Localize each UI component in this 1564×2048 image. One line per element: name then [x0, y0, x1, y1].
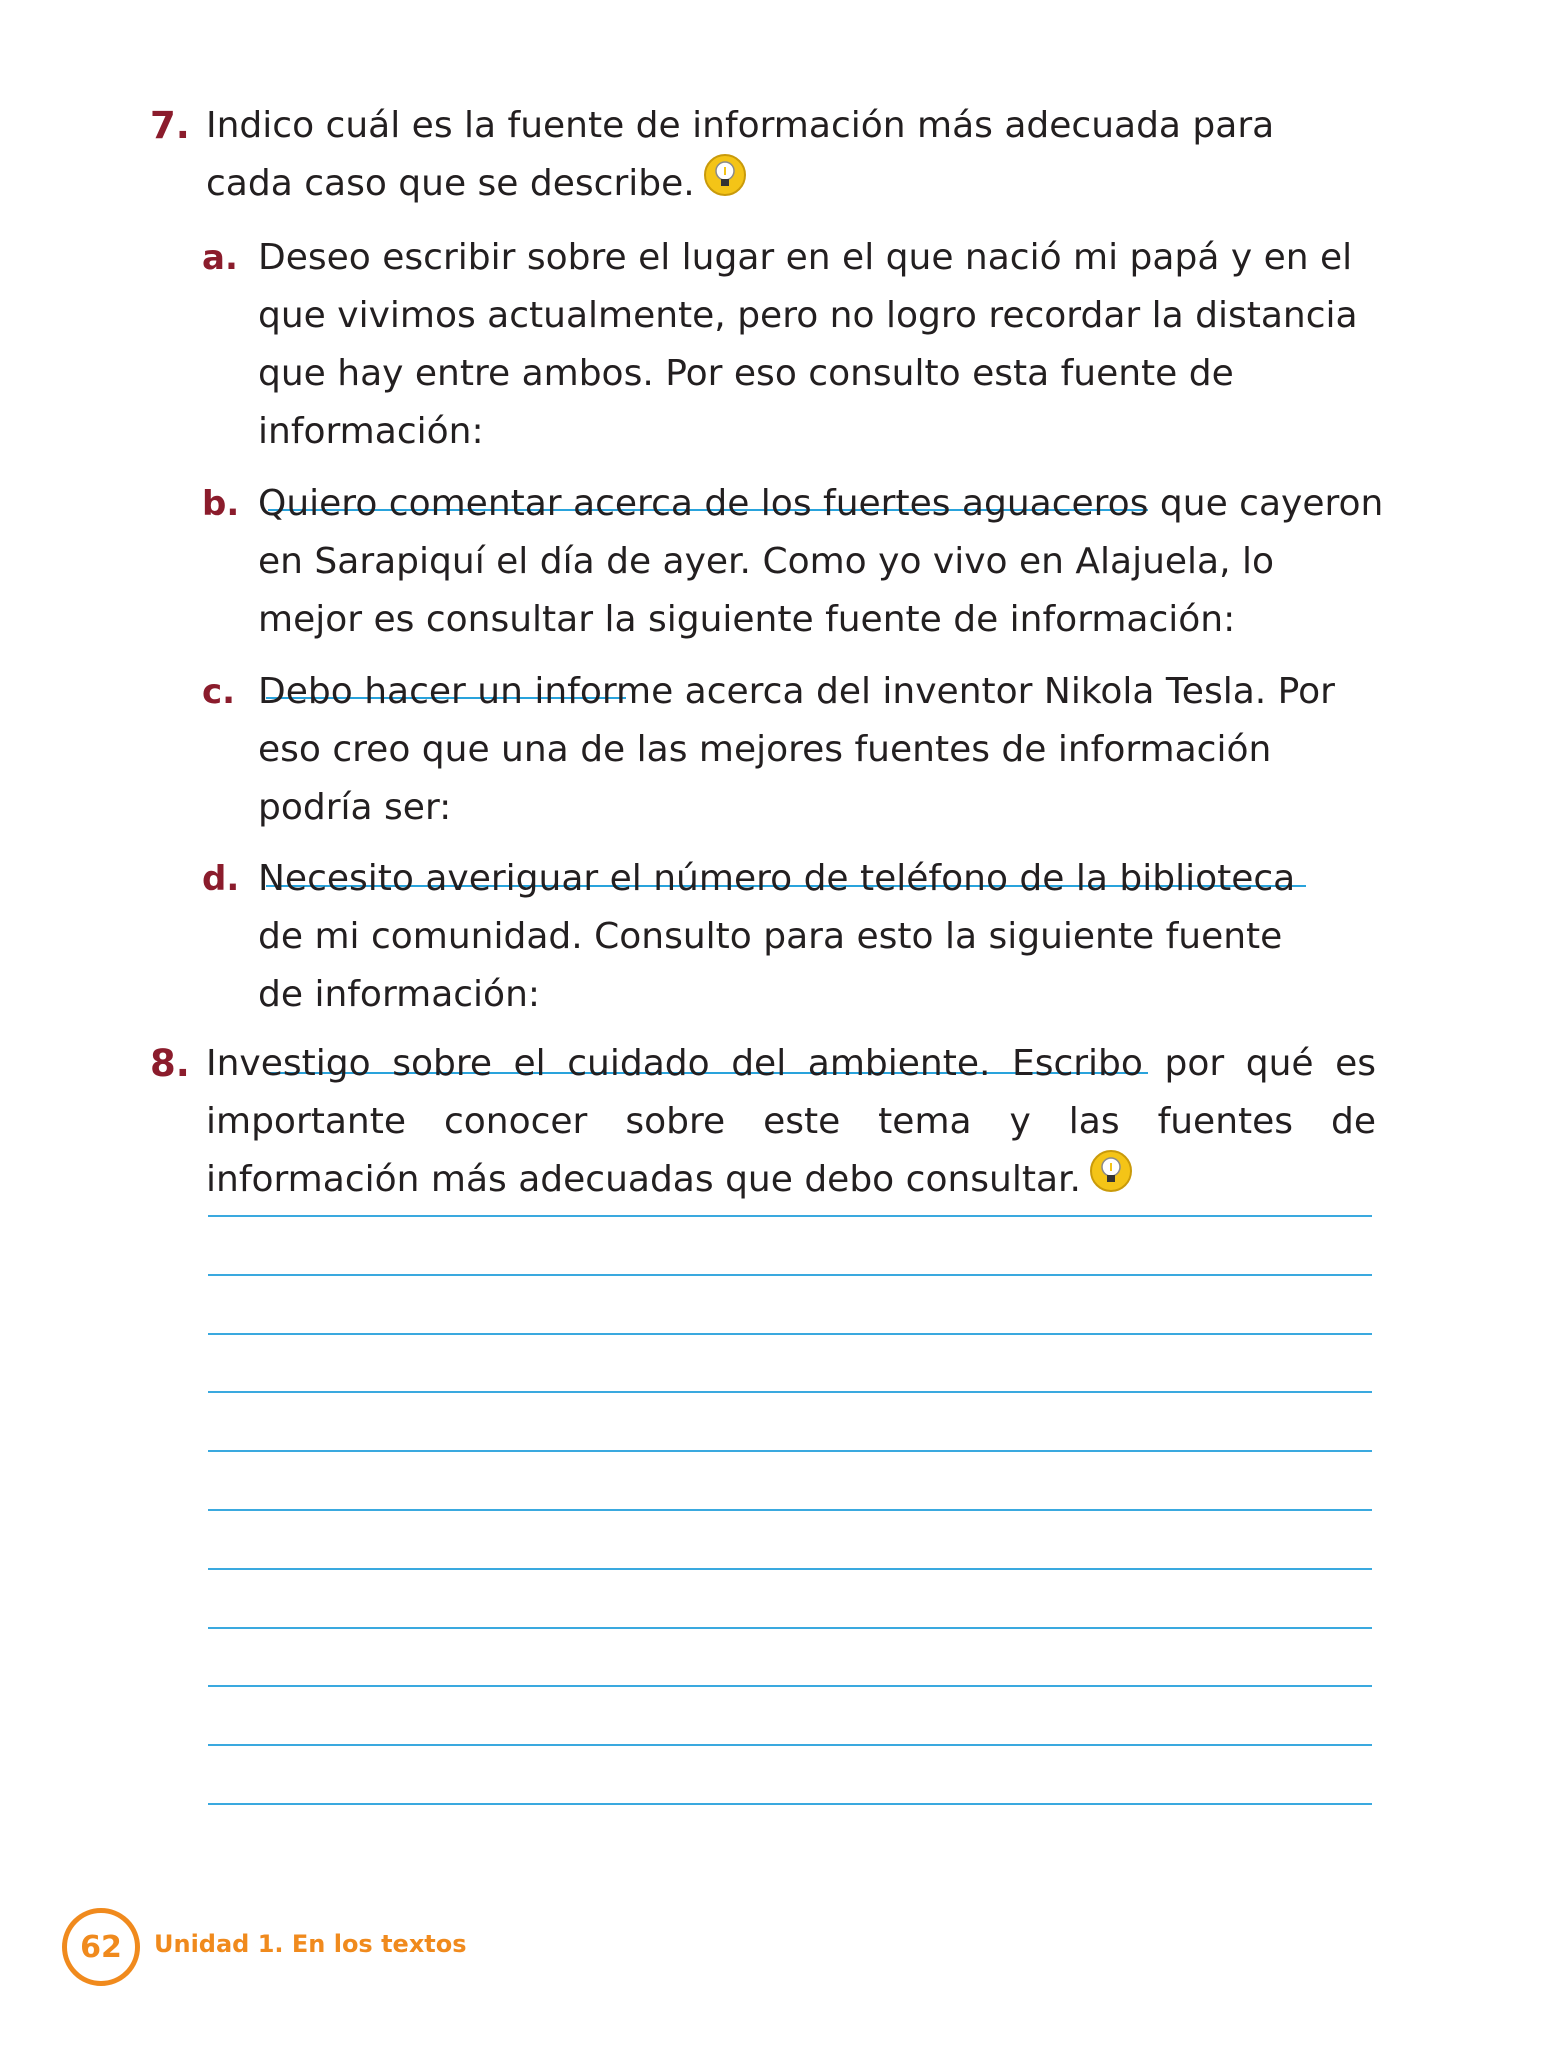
exercise-prompt-text: Investigo sobre el cuidado del ambiente. Escribo por qué es importante conocer sobre este tema y las fuentes de información más adecuadas que debo consultar. — [206, 1043, 1376, 1200]
item-letter: b. — [202, 484, 240, 524]
page-number: 62 — [62, 1908, 140, 1986]
exercise-7 — [150, 97, 1380, 213]
item-text: Quiero comentar acerca de los fuertes aguaceros que cayeron en Sarapiquí el día de ayer. Como yo vivo en Alajuela, lo mejor es consultar la siguiente fuente de información: — [258, 483, 1384, 640]
writing-line[interactable] — [208, 1333, 1372, 1335]
exercise-prompt — [206, 1035, 1376, 1209]
writing-line[interactable] — [208, 1744, 1372, 1746]
writing-line[interactable] — [208, 1627, 1372, 1629]
item-letter: d. — [202, 859, 240, 899]
exercise-number: 7. — [150, 104, 190, 147]
writing-line[interactable] — [208, 1568, 1372, 1570]
item-text: Necesito averiguar el número de teléfono de la biblioteca de mi comunidad. Consulto para esto la siguiente fuente de información: — [258, 858, 1296, 1015]
writing-line[interactable] — [208, 1685, 1372, 1687]
exercise-number: 8. — [150, 1042, 190, 1085]
unit-label: Unidad 1. En los textos — [154, 1930, 467, 1958]
lightbulb-icon — [1089, 1149, 1133, 1193]
writing-line[interactable] — [208, 1391, 1372, 1393]
item-letter: a. — [202, 238, 238, 278]
item-text: Debo hacer un informe acerca del inventor Nikola Tesla. Por eso creo que una de las mejores fuentes de información podría ser: — [258, 671, 1335, 828]
exercise-prompt — [206, 97, 1336, 213]
exercise-prompt-text: Indico cuál es la fuente de información más adecuada para cada caso que se describe. — [206, 105, 1275, 204]
writing-line[interactable] — [208, 1509, 1372, 1511]
writing-line[interactable] — [208, 1803, 1372, 1805]
writing-line[interactable] — [208, 1215, 1372, 1217]
item-letter: c. — [202, 672, 236, 712]
writing-line[interactable] — [208, 1450, 1372, 1452]
lightbulb-icon — [703, 153, 747, 197]
item-text: Deseo escribir sobre el lugar en el que nació mi papá y en el que vivimos actualmente, pero no logro recordar la distancia que hay entre ambos. Por eso consulto esta fuente de información: — [258, 237, 1358, 452]
writing-line[interactable] — [208, 1274, 1372, 1276]
exercise-8 — [150, 1035, 1380, 1209]
